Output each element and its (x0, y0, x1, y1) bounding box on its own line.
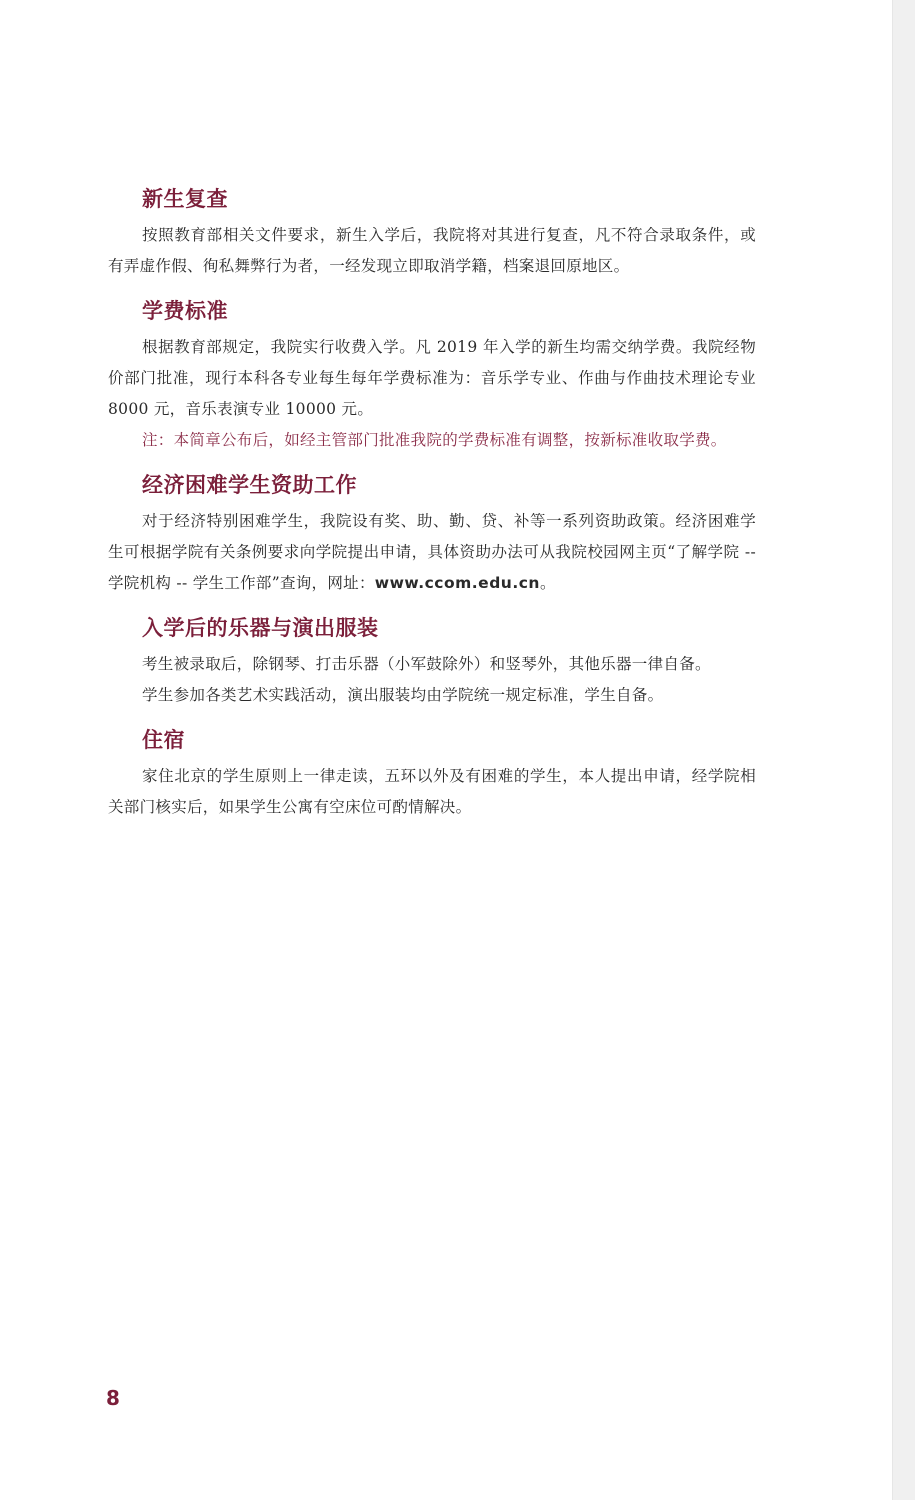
section-heading: 入学后的乐器与演出服装 (142, 616, 379, 640)
page-number: 8 (106, 1386, 120, 1410)
aid-paragraph-text: 对于经济特别困难学生，我院设有奖、助、勤、贷、补等一系列资助政策。经济困难学生可根据学院有关条例要求向学院提出申请，具体资助办法可从我院校园网主页“了解学院 -- 学院机构 -- 学生工作部”查询，网址： (108, 512, 756, 592)
section-paragraph: 考生被录取后，除钢琴、打击乐器（小军鼓除外）和竖琴外，其他乐器一律自备。 (142, 655, 711, 673)
section-freshman-review (108, 183, 756, 282)
section-accommodation (108, 724, 756, 823)
aid-paragraph-end: 。 (539, 574, 556, 592)
section-heading: 住宿 (142, 728, 185, 752)
section-paragraph: 家住北京的学生原则上一律走读，五环以外及有困难的学生，本人提出申请，经学院相关部门核实后，如果学生公寓有空床位可酌情解决。 (108, 767, 756, 816)
website-link[interactable]: www.ccom.edu.cn (374, 574, 540, 592)
section-paragraph: 学生参加各类艺术实践活动，演出服装均由学院统一规定标准，学生自备。 (142, 686, 664, 704)
tuition-note: 注：本简章公布后，如经主管部门批准我院的学费标准有调整，按新标准收取学费。 (142, 431, 727, 449)
section-heading: 新生复查 (142, 187, 228, 211)
section-paragraph: 根据教育部规定，我院实行收费入学。凡 2019 年入学的新生均需交纳学费。我院经物价部门批准，现行本科各专业每生每年学费标准为：音乐学专业、作曲与作曲技术理论专业 8000 元，音乐表演专业 10000 元。 (108, 338, 756, 418)
section-paragraph: 按照教育部相关文件要求，新生入学后，我院将对其进行复查，凡不符合录取条件，或有弄虚作假、徇私舞弊行为者，一经发现立即取消学籍，档案退回原地区。 (108, 226, 756, 275)
section-heading: 学费标准 (142, 299, 228, 323)
section-financial-aid (108, 469, 756, 599)
section-instruments-costumes (108, 612, 756, 711)
document-content (108, 183, 756, 836)
section-tuition (108, 295, 756, 456)
section-paragraph (108, 506, 756, 599)
section-heading: 经济困难学生资助工作 (142, 473, 357, 497)
page-edge-strip (892, 0, 915, 1500)
